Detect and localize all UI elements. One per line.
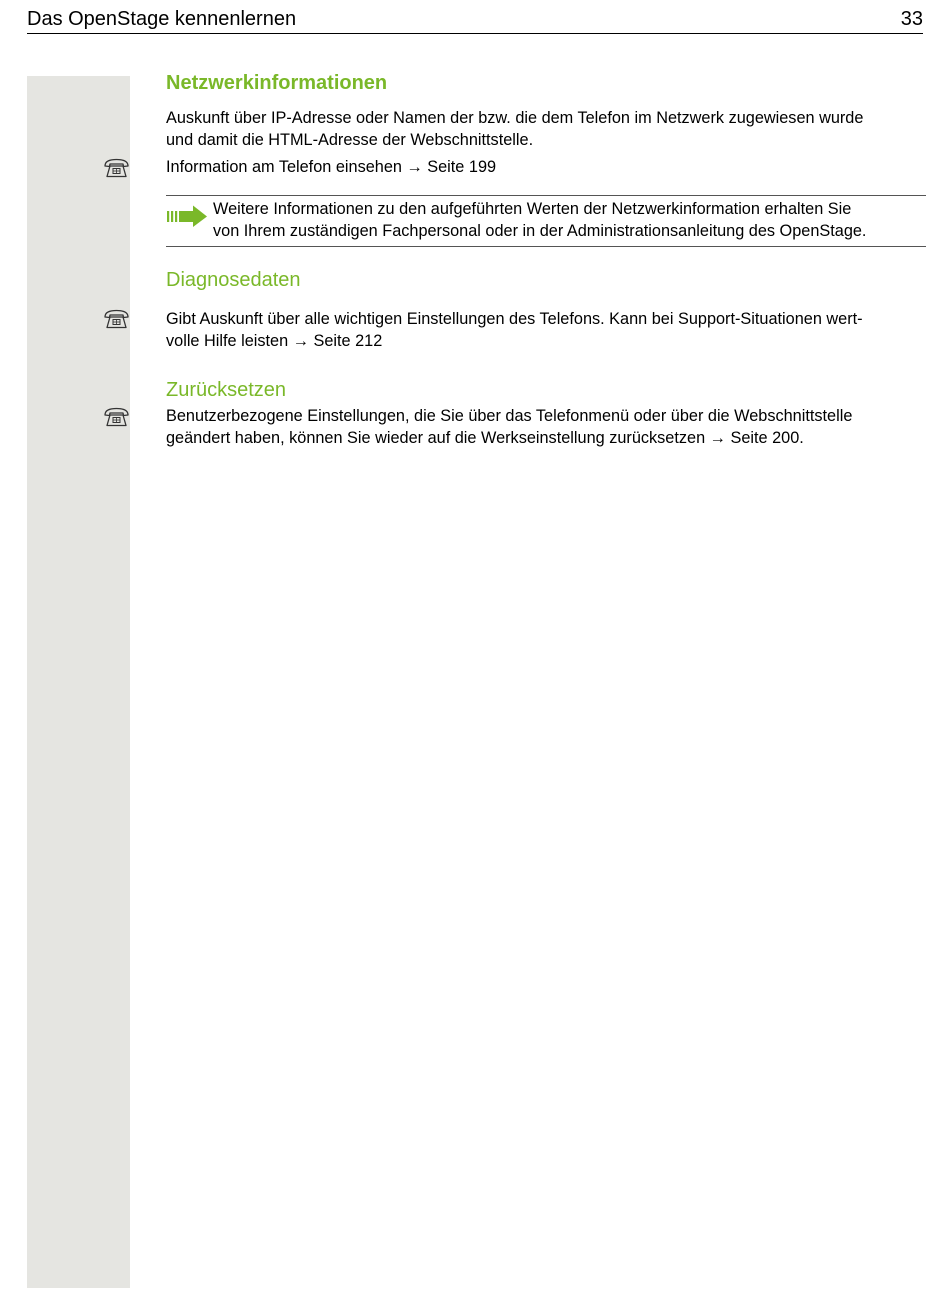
section-heading-network: Netzwerkinformationen: [166, 72, 388, 94]
phone-icon: [103, 309, 130, 329]
diagnostics-text: [166, 309, 926, 352]
note-line: von Ihrem zuständigen Fachpersonal oder in der Administrationsanleitung des OpenStage.: [213, 221, 867, 240]
reset-line: geändert haben, können Sie wieder auf die Werkseinstellung zurücksetzen → Seite 200.: [166, 428, 804, 447]
network-intro-line: Auskunft über IP-Adresse oder Namen der bzw. die dem Telefon im Netzwerk zugewiesen wurde: [166, 109, 864, 127]
margin-column: [27, 76, 130, 1288]
reset-text: [166, 406, 926, 449]
diagnostics-line: volle Hilfe leisten → Seite 212: [166, 331, 383, 350]
phone-icon: [103, 158, 130, 178]
note-text: [213, 199, 929, 242]
network-intro-line: und damit die HTML-Adresse der Webschnittstelle.: [166, 130, 534, 149]
network-intro-text: [166, 108, 926, 151]
section-heading-diagnostics: Diagnosedaten: [166, 269, 301, 291]
phone-icon: [103, 407, 130, 427]
note-box: [166, 195, 926, 247]
note-arrow-icon: [166, 205, 208, 227]
note-line: Weitere Informationen zu den aufgeführten Werten der Netzwerkinformation erhalten Sie: [213, 200, 852, 218]
network-phone-reference: [166, 157, 926, 179]
page-header: [27, 6, 923, 34]
network-phone-reference-text: Information am Telefon einsehen → Seite 199: [166, 158, 497, 176]
section-heading-reset: Zurücksetzen: [166, 379, 287, 401]
diagnostics-line: Gibt Auskunft über alle wichtigen Einstellungen des Telefons. Kann bei Support-Situationen wert-: [166, 310, 863, 328]
page-header-title: Das OpenStage kennenlernen: [27, 8, 297, 30]
page-number: 33: [900, 8, 923, 30]
reset-line: Benutzerbezogene Einstellungen, die Sie über das Telefonmenü oder über die Webschnittstelle: [166, 407, 853, 425]
